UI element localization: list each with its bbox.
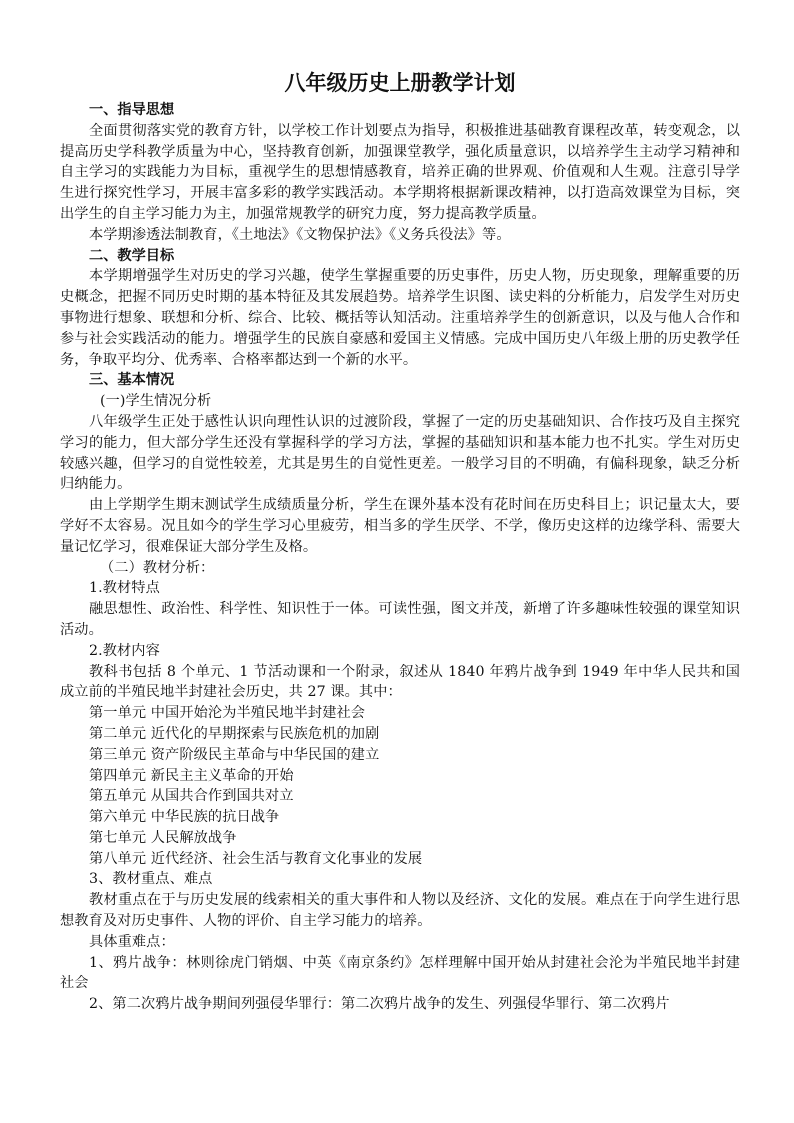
paragraph: 教材重点在于与历史发展的线索相关的重大事件和人物以及经济、文化的发展。难点在于向学生进行思想教育及对历史事件、人物的评价、自主学习能力的培养。 [60, 892, 740, 930]
item-heading-feature: 1.教材特点 [89, 580, 160, 597]
unit-list-item: 第三单元 资产阶级民主革命与中华民国的建立 [89, 746, 380, 763]
section-heading-guiding: 一、指导思想 [89, 102, 175, 118]
unit-list-item: 第四单元 新民主主义革命的开始 [89, 767, 294, 784]
section-heading-basic: 三、基本情况 [89, 372, 175, 389]
paragraph: 教科书包括 8 个单元、1 节活动课和一个附录，叙述从 1840 年鸦片战争到 1949 年中华人民共和国成立前的半殖民地半封建社会历史，共 27 课。其中： [60, 663, 740, 701]
paragraph: 由上学期学生期末测试学生成绩质量分析，学生在课外基本没有花时间在历史科目上；识记量太大，要学好不太容易。况且如今的学生学习心里疲劳，相当多的学生厌学、不学，像历史这样的边缘学科、需要大量记忆学习，很难保证大部分学生及格。 [60, 497, 740, 555]
unit-list-item: 第七单元 人民解放战争 [89, 829, 237, 846]
subsection-heading-students: (一)学生情况分析 [100, 393, 212, 410]
section-heading-goals: 二、教学目标 [89, 247, 175, 264]
item-heading-keypoints: 3、教材重点、难点 [89, 871, 213, 888]
paragraph: 融思想性、政治性、科学性、知识性于一体。可读性强，图文并茂，新增了许多趣味性较强的课堂知识活动。 [60, 601, 740, 638]
paragraph: 2、第二次鸦片战争期间列强侵华罪行：第二次鸦片战争的发生、列强侵华罪行、第二次鸦片 [89, 996, 670, 1013]
page-title: 八年级历史上册教学计划 [284, 71, 516, 95]
unit-list-item: 第六单元 中华民族的抗日战争 [89, 809, 280, 826]
paragraph: 全面贯彻落实党的教育方针，以学校工作计划要点为指导，积极推进基础教育课程改革，转变观念，以提高历史学科教学质量为中心，坚持教育创新，加强课堂教学，强化质量意识，以培养学生主动学习精神和自主学习的实践能力为目标，重视学生的思想情感教育，培养正确的世界观、价值观和人生观。注意引导学生进行探究性学习，开展丰富多彩的教学实践活动。本学期将根据新课改精神，以打造高效课堂为目标，突出学生的自主学习能力为主，加强常规教学的研究力度，努力提高教学质量。 [60, 122, 740, 222]
unit-list-item: 第五单元 从国共合作到国共对立 [89, 788, 294, 805]
paragraph: 1、鸦片战争：林则徐虎门销烟、中英《南京条约》怎样理解中国开始从封建社会沦为半殖民地半封建社会 [60, 954, 740, 992]
subsection-heading-textbook: （二）教材分析： [100, 559, 215, 576]
unit-list-item: 第一单元 中国开始沦为半殖民地半封建社会 [89, 705, 366, 722]
item-heading-content: 2.教材内容 [89, 642, 160, 659]
paragraph: 本学期增强学生对历史的学习兴趣，使学生掌握重要的历史事件，历史人物，历史现象，理解重要的历史概念，把握不同历史时期的基本特征及其发展趋势。培养学生识图、读史料的分析能力，启发学生对历史事物进行想象、联想和分析、综合、比较、概括等认知活动。注重培养学生的创新意识，以及与他人合作和参与社会实践活动的能力。增强学生的民族自豪感和爱国主义情感。完成中国历史八年级上册的历史教学任务，争取平均分、优秀率、合格率都达到一个新的水平。 [60, 268, 740, 368]
paragraph: 本学期渗透法制教育，《土地法》《文物保护法》《义务兵役法》等。 [89, 226, 511, 243]
unit-list-item: 第八单元 近代经济、社会生活与教育文化事业的发展 [89, 850, 423, 867]
item-heading-specific: 具体重难点： [89, 933, 175, 950]
document-content [60, 66, 740, 1015]
unit-list-item: 第二单元 近代化的早期探索与民族危机的加剧 [89, 725, 380, 742]
paragraph: 八年级学生正处于感性认识向理性认识的过渡阶段，掌握了一定的历史基础知识、合作技巧及自主探究学习的能力，但大部分学生还没有掌握科学的学习方法，掌握的基础知识和基本能力也不扎实。学生对历史较感兴趣，但学习的自觉性较差，尤其是男生的自觉性更差。一般学习目的不明确，有偏科现象，缺乏分析归纳能力。 [60, 413, 740, 493]
